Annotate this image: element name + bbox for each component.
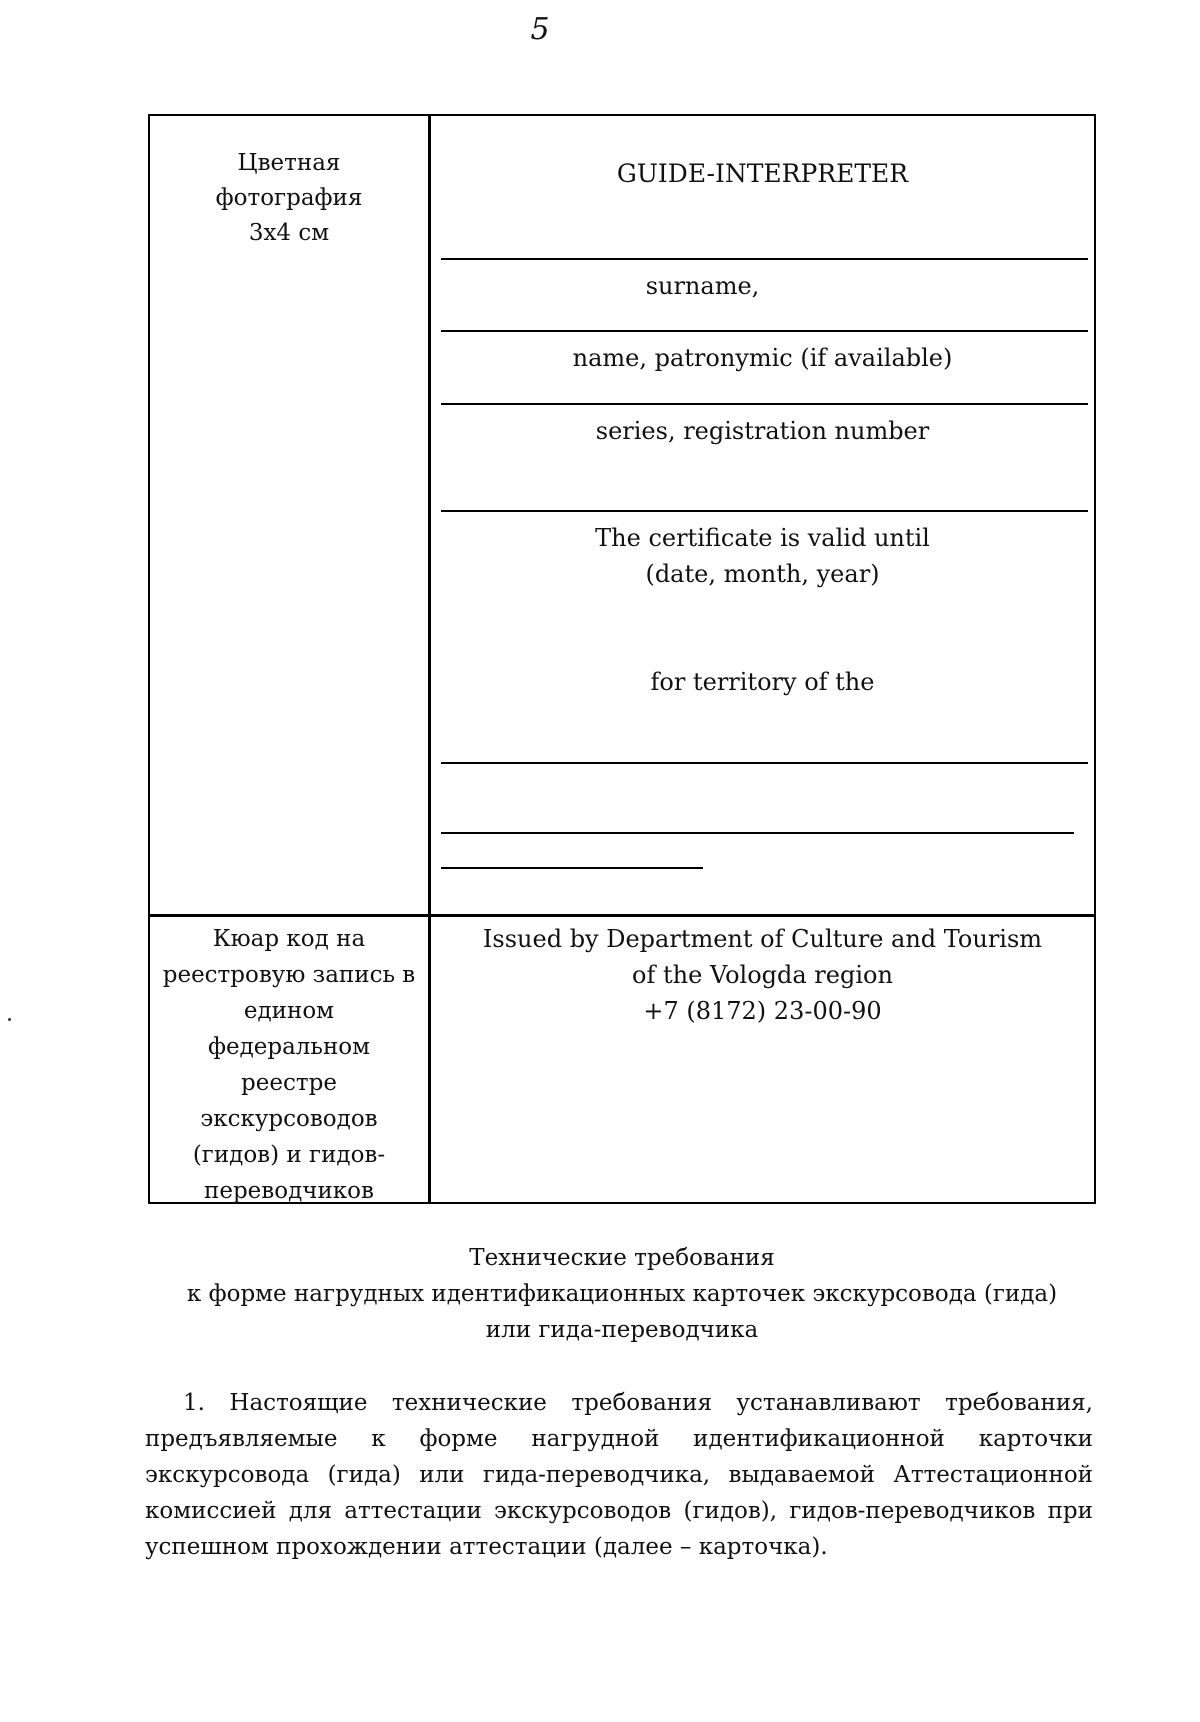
photo-placeholder-cell [150, 146, 428, 251]
photo-label-line: фотография [215, 185, 363, 211]
photo-label-line: Цветная [237, 150, 341, 176]
issuer-line: Issued by Department of Culture and Tourism [482, 925, 1043, 953]
photo-label-line: 3x4 см [248, 220, 330, 246]
qr-label-line: Кюар код на [212, 926, 366, 952]
issuer-line: of the Vologda region [632, 961, 893, 989]
card-fields-area [431, 116, 1094, 914]
qr-label-line: экскурсоводов [200, 1106, 378, 1132]
field-line [441, 330, 1088, 332]
validity-label: The certificate is valid until [595, 524, 930, 552]
card-title: GUIDE-INTERPRETER [616, 159, 909, 188]
qr-label-line: реестре [241, 1070, 337, 1096]
requirements-paragraph [145, 1385, 1093, 1565]
field-label-name: name, patronymic (if available) [572, 344, 953, 372]
paragraph-line: 1. Настоящие технические требования устанавливают требования, [183, 1390, 1093, 1416]
issuer-phone: +7 (8172) 23-00-90 [643, 997, 882, 1025]
page-number: 5 [530, 12, 550, 47]
paragraph-line: экскурсовода (гида) или гида-переводчика, выдаваемой Аттестационной [145, 1462, 1093, 1488]
field-line [441, 832, 1074, 834]
requirements-heading [148, 1240, 1096, 1348]
paragraph-line: успешном прохождении аттестации (далее – карточка). [145, 1534, 828, 1560]
paragraph-line: комиссией для аттестации экскурсоводов (гидов), гидов-переводчиков при [145, 1498, 1093, 1524]
qr-code-cell [150, 921, 428, 1209]
qr-label-line: федеральном [207, 1034, 371, 1060]
field-label-registration: series, registration number [595, 417, 930, 445]
field-line [441, 510, 1088, 512]
validity-format: (date, month, year) [645, 560, 880, 588]
qr-label-line: едином [243, 998, 335, 1024]
territory-label: for territory of the [650, 668, 875, 696]
requirements-heading-line: Технические требования [469, 1245, 775, 1271]
field-line [441, 762, 1088, 764]
issuer-cell [431, 921, 1094, 1029]
field-line [441, 258, 1088, 260]
card-form-top [148, 114, 1096, 916]
field-label-surname: surname, [645, 272, 760, 300]
qr-label-line: реестровую запись в [162, 962, 416, 988]
paragraph-line: предъявляемые к форме нагрудной идентификационной карточки [145, 1426, 1093, 1452]
field-line [441, 867, 703, 869]
requirements-heading-line: или гида-переводчика [485, 1317, 759, 1343]
requirements-heading-line: к форме нагрудных идентификационных карточек экскурсовода (гида) [186, 1281, 1058, 1307]
qr-label-line: (гидов) и гидов- [192, 1142, 386, 1168]
card-form-bottom [148, 914, 1096, 1204]
qr-label-line: переводчиков [204, 1178, 374, 1204]
scan-speck [8, 1018, 11, 1021]
field-line [441, 403, 1088, 405]
